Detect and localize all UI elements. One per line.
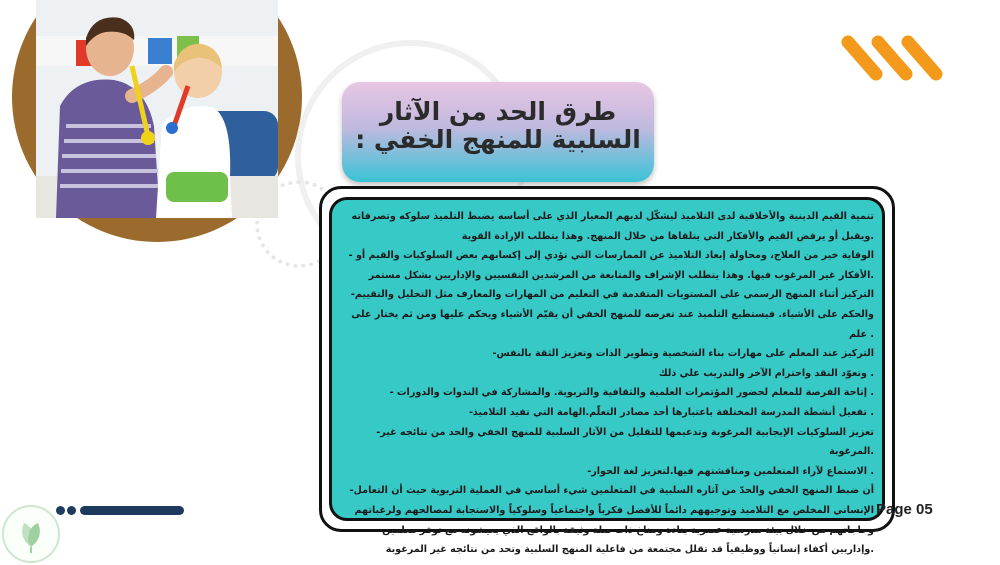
orange-stripes-icon: [840, 30, 950, 90]
content-line: . إتاحة الفرصة للمعلم لحضور المؤتمرات العلمية والثقافية والتربوية. والمشاركة في الندوات والدورات -: [389, 387, 874, 399]
content-line: وحاجاتهم من خلال بيئة مدرسية عصرية بناءة ومناخ ذات صلة وثيقة بالواقع الذي يعيشونه مع توفر معلمين: [382, 524, 874, 536]
content-line: التركيز أثناء المنهج الرسمي على المستويات المتقدمة في التعليم من المهارات والمعارف مثل التحليل والتقييم-: [350, 289, 874, 301]
content-line: . علم: [849, 328, 874, 340]
content-line: .الأفكار غير المرغوب فيها. وهذا يتطلب الإشراف والمتابعة من المرشدين النفسيين والإداريين بشكل مستمر: [368, 269, 874, 281]
content-line: . تفعيل أنشطة المدرسة المختلفة باعتبارها أحد مصادر التعلّم.الهامة التي تفيد التلاميذ-: [468, 406, 874, 418]
content-line: والحكم على الأشياء. فيستطيع التلميذ عند تعرضه للمنهج الخفي أن يقيّم الأشياء ويحكم عليها ومن ثم يختار على: [351, 308, 874, 320]
content-line: تنمية القيم الدينية والأخلاقية لدى التلاميذ ليشكّل لديهم المعيار الذي على أساسه يضبط التلميذ سلوكه وتصرفاته: [351, 211, 874, 222]
content-text: [340, 207, 874, 560]
content-panel: [329, 197, 885, 556]
content-line: الإنساني المخلص مع التلاميذ وتوجيههم دائماً للأفضل فكرياً واجتماعياً وسلوكياً والاستجابة لمصالحهم ولرغباتهم: [354, 504, 874, 516]
content-line: أن ضبط المنهج الخفي والحدّ من آثاره السلبية في المتعلمين شيء أساسي في العملية التربوية حيث أن التعامل-: [349, 485, 874, 497]
logo: [2, 505, 60, 563]
leaf-logo-icon: [4, 507, 58, 561]
content-line: . الاستماع لآراء المتعلمين ومناقشتهم فيها.لتعزيز لغة الحوار-: [587, 465, 874, 477]
page-number: Page 05: [876, 501, 933, 518]
content-line: تعزيز السلوكيات الإيجابية المرغوبة وتدعيمها للتقليل من الآثار السلبية للمنهج الخفي والحد من نتائجه غير-: [376, 426, 874, 438]
content-line: . وتعوّد النقد واحترام الآخر والتدريب علي ذلك: [658, 367, 874, 379]
content-line: .وإداريين أكفاء إنسانياً ووظيفياً قد تقلل مجتمعة من فاعلية المنهج السلبية وتحد من نتائجه غير المرغوبة: [385, 544, 874, 556]
progress-dot: [67, 506, 76, 515]
photo-illustration: [36, 0, 278, 218]
slide-title-box: [342, 82, 654, 182]
content-line: التركيز عند المعلم على مهارات بناء الشخصية وتطوير الذات وتعزيز الثقة بالنفس-: [492, 348, 874, 360]
content-line: الوقاية خير من العلاج، ومحاولة إبعاد التلاميذ عن الممارسات التي تؤدي إلى إكسابهم بعض السلوكيات والقيم أو -: [348, 250, 874, 262]
slide-title: طرق الحد من الآثار السلبية للمنهج الخفي :: [355, 97, 641, 154]
father-child-photo: [36, 0, 278, 218]
progress-bar: [80, 506, 184, 515]
content-line: .المرغوبة: [829, 446, 874, 458]
content-line: .ويقبل أو يرفض القيم والأفكار التي يتلقاها من خلال المنهج. وهذا يتطلب الإرادة القوية: [461, 230, 874, 242]
